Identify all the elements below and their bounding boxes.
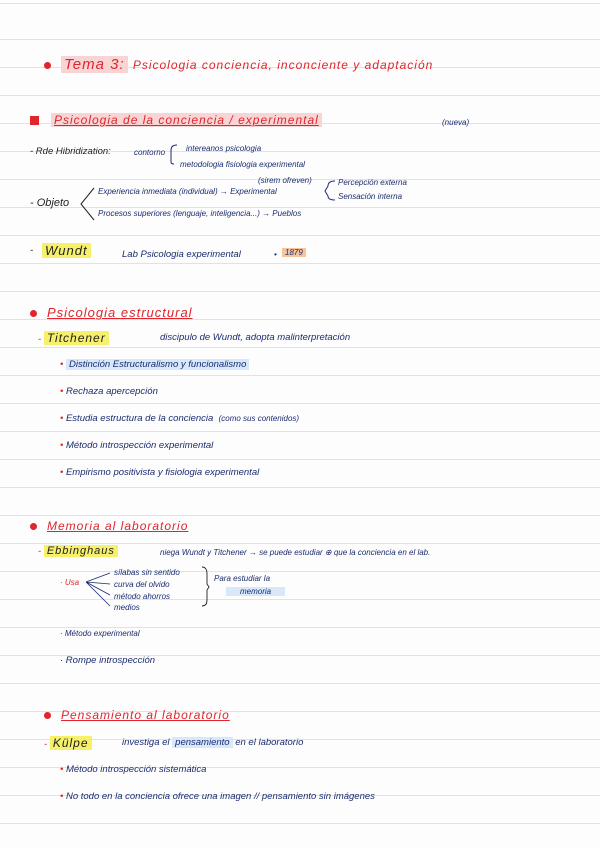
objeto-item-2: Procesos superiores (lenguaje, inteligencia...) → Pueblos — [98, 209, 302, 218]
brace-icon — [168, 144, 178, 166]
usa-arrows-icon — [84, 570, 114, 610]
rde-item-a: intereanos psicologia — [186, 144, 262, 153]
wundt-text: Lab Psicologia experimental — [122, 249, 241, 260]
objeto-label: - Objeto — [30, 197, 70, 209]
page-title — [44, 56, 433, 73]
section-2-heading: Psicologia estructural — [30, 304, 193, 321]
s4-bullet-1: • Método introspección sistemática — [60, 764, 207, 775]
titchener-line: - Titchener — [38, 331, 109, 345]
usa-brace-icon — [200, 566, 210, 608]
s2-bullet-2: • Rechaza apercepción — [60, 386, 158, 397]
ebbinghaus-text: niega Wundt y Titchener → se puede estudiar ⊕ que la conciencia en el lab. — [160, 548, 431, 557]
section-3-heading: Memoria al laboratorio — [30, 517, 188, 534]
s2-bullet-5: • Empirismo positivista y fisiologia experimental — [60, 467, 260, 478]
title-tema: Tema 3: — [61, 56, 128, 73]
s2-bullet-1: • Distinción Estructuralismo y funcionalismo — [60, 359, 249, 370]
section-1-heading: Psicologia de la conciencia / experimental — [30, 111, 322, 128]
usa-label: · Usa — [60, 578, 80, 587]
usa-item-2: curva del olvido — [114, 580, 170, 589]
s3-bullet-1: · Método experimental — [60, 629, 140, 638]
titchener-name: Titchener — [44, 331, 109, 345]
usa-item-1: sílabas sin sentido — [114, 568, 180, 577]
kulpe-name: Külpe — [50, 736, 92, 750]
section-bullet-icon — [30, 310, 37, 317]
wundt-dash: - — [30, 245, 34, 256]
s2-bullet-4: • Método introspección experimental — [60, 440, 214, 451]
objeto-item-1: Experiencia inmediata (individual) → Experimental — [98, 187, 277, 196]
wundt-year-dot: • — [274, 250, 277, 259]
rde-head: contorno — [134, 148, 166, 157]
ebbinghaus-line: - Ebbinghaus — [38, 545, 118, 557]
usa-item-4: medios — [114, 603, 140, 612]
memoria-word: memoria — [226, 587, 285, 596]
kulpe-text: investiga el pensamiento en el laboratorio — [122, 737, 304, 748]
title-text: Psicologia conciencia, inconciente y adaptación — [132, 58, 434, 72]
s4-bullet-2: • No todo en la conciencia ofrece una imagen // pensamiento sin imágenes — [60, 791, 375, 802]
objeto-above-note: (sirem ofreven) — [258, 176, 312, 185]
ebbinghaus-name: Ebbinghaus — [44, 545, 118, 557]
section-4-heading: Pensamiento al laboratorio — [44, 706, 230, 723]
para-text: Para estudiar la — [214, 574, 271, 583]
titchener-text: discipulo de Wundt, adopta malinterpretación — [160, 332, 351, 343]
section-bullet-icon — [44, 712, 51, 719]
rde-item-b: metodologia fisiologia experimental — [180, 160, 305, 169]
kulpe-line: - Külpe — [44, 736, 92, 750]
title-bullet-icon — [44, 62, 51, 69]
wundt-name: Wundt — [42, 243, 91, 258]
objeto-item-1b: Sensación interna — [338, 192, 403, 201]
s2-bullet-3: • Estudia estructura de la conciencia (como sus contenidos) — [60, 413, 300, 424]
wundt-year: 1879 — [282, 248, 306, 257]
nueva-note: (nueva) — [442, 118, 470, 127]
usa-item-3: método ahorros — [114, 592, 171, 601]
s3-bullet-2: · Rompe introspección — [60, 655, 156, 666]
section-bullet-icon — [30, 523, 37, 530]
objeto-bracket-icon — [78, 186, 96, 224]
objeto-sub-brace-icon — [324, 180, 336, 202]
rde-label: - Rde Hibridization: — [30, 146, 111, 157]
section-bullet-icon — [30, 116, 39, 125]
objeto-item-1a: Percepción externa — [338, 178, 407, 187]
